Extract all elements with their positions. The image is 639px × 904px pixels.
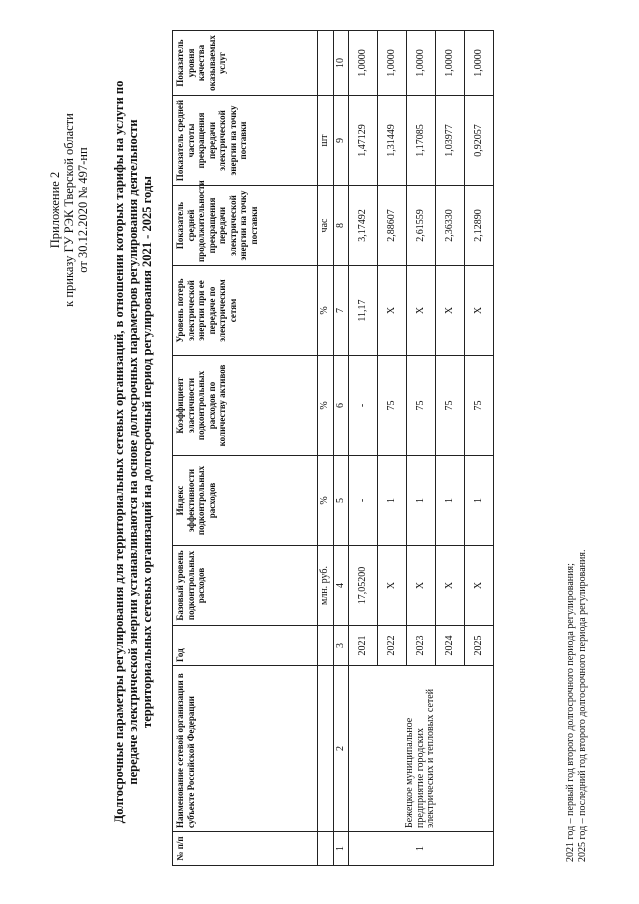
table-cell: -: [349, 456, 378, 546]
column-number: 7: [333, 266, 349, 356]
header-cell: Индекс эффективности подконтрольных расходов: [173, 456, 318, 546]
column-numbers-row: [333, 31, 349, 866]
table-cell: 1,0000: [465, 31, 494, 96]
header-cell: № п/п: [173, 832, 318, 866]
column-number: 4: [333, 546, 349, 626]
footnote-1: 2021 год – первый год второго долгосрочного периода регулирования;: [565, 563, 576, 862]
table-cell: 11,17: [349, 266, 378, 356]
column-number: 2: [333, 666, 349, 832]
table-cell: -: [349, 356, 378, 456]
table-cell: 1,0000: [378, 31, 407, 96]
units-row: [318, 31, 334, 866]
title-line-3: территориальных сетевых организаций на долгосрочный период регулирования 2021 - 2025 годы: [140, 176, 154, 728]
table-cell: 17,05200: [349, 546, 378, 626]
column-number: 1: [333, 832, 349, 866]
table-cell: 1,31449: [378, 96, 407, 186]
column-number: 8: [333, 186, 349, 266]
table-cell: 1: [465, 456, 494, 546]
column-number: 6: [333, 356, 349, 456]
unit-cell: час: [318, 186, 334, 266]
header-cell: Базовый уровень подконтрольных расходов: [173, 546, 318, 626]
table-cell: Х: [436, 546, 465, 626]
column-number: 3: [333, 626, 349, 666]
unit-cell: шт: [318, 96, 334, 186]
unit-cell: %: [318, 356, 334, 456]
table-cell: Х: [407, 546, 436, 626]
table-cell: Х: [378, 266, 407, 356]
header-cell: Показатель средней частоты прекращения передачи электрической энергии на точку поставки: [173, 96, 318, 186]
table-cell: Х: [465, 546, 494, 626]
table-cell: 1,17085: [407, 96, 436, 186]
unit-cell: %: [318, 266, 334, 356]
table-cell: 1,03977: [436, 96, 465, 186]
document-title: [112, 42, 154, 862]
title-line-1: Долгосрочные параметры регулирования для территориальных сетевых организаций, в отношении которых тарифы на услуги по: [112, 80, 126, 824]
table-cell: 3,17492: [349, 186, 378, 266]
table-cell: Х: [378, 546, 407, 626]
year-cell: 2021: [349, 626, 378, 666]
table-cell: 1,47129: [349, 96, 378, 186]
year-cell: 2022: [378, 626, 407, 666]
unit-cell: %: [318, 456, 334, 546]
table-cell: 75: [407, 356, 436, 456]
table-cell: 1: [378, 456, 407, 546]
title-line-2: передаче электрической энергии устанавливаются на основе долгосрочных параметров регулирования деятельности: [126, 119, 140, 785]
table-cell: 2,88607: [378, 186, 407, 266]
table-cell: 75: [378, 356, 407, 456]
table-cell: 2,61559: [407, 186, 436, 266]
table-cell: 1,0000: [436, 31, 465, 96]
table-cell: 75: [436, 356, 465, 456]
rotated-landscape-content: [12, 12, 627, 892]
header-cell: Наименование сетевой организации в субъекте Российской Федерации: [173, 666, 318, 832]
parameters-table: [172, 30, 494, 866]
header-cell: Год: [173, 626, 318, 666]
table-cell: Х: [465, 266, 494, 356]
appendix-line-2: к приказу ГУ РЭК Тверской области: [62, 113, 76, 307]
appendix-line-1: Приложение 2: [48, 171, 62, 249]
appendix-header: [48, 30, 90, 390]
header-row: [173, 31, 318, 866]
header-cell: Показатель средней продолжительности прекращения передачи электрической энергии на точку поставки: [173, 186, 318, 266]
column-number: 5: [333, 456, 349, 546]
unit-cell: [318, 832, 334, 866]
unit-cell: [318, 626, 334, 666]
footnotes: [565, 262, 589, 862]
year-cell: 2025: [465, 626, 494, 666]
table-row: [349, 31, 378, 866]
footnote-2: 2025 год – последний год второго долгосрочного периода регулирования.: [577, 549, 588, 862]
table-cell: 0,92057: [465, 96, 494, 186]
row-number: 1: [349, 832, 494, 866]
table-cell: 1,0000: [349, 31, 378, 96]
table-cell: 1: [407, 456, 436, 546]
year-cell: 2024: [436, 626, 465, 666]
unit-cell: [318, 666, 334, 832]
header-cell: Уровень потерь электрической энергии при ее передаче по электрическим сетям: [173, 266, 318, 356]
unit-cell: [318, 31, 334, 96]
table-cell: 1,0000: [407, 31, 436, 96]
table-cell: Х: [407, 266, 436, 356]
organization-name: Бежецкое муниципальное предприятие городских электрических и тепловых сетей: [349, 666, 494, 832]
table-cell: Х: [436, 266, 465, 356]
table-cell: 2,36330: [436, 186, 465, 266]
table-cell: 1: [436, 456, 465, 546]
appendix-line-3: от 30.12.2020 № 497-нп: [76, 147, 90, 273]
table-cell: 2,12890: [465, 186, 494, 266]
header-cell: Коэффициент эластичности подконтрольных расходов по количеству активов: [173, 356, 318, 456]
header-cell: Показатель уровня качества оказываемых услуг: [173, 31, 318, 96]
table-cell: 75: [465, 356, 494, 456]
column-number: 10: [333, 31, 349, 96]
year-cell: 2023: [407, 626, 436, 666]
unit-cell: млн. руб.: [318, 546, 334, 626]
column-number: 9: [333, 96, 349, 186]
